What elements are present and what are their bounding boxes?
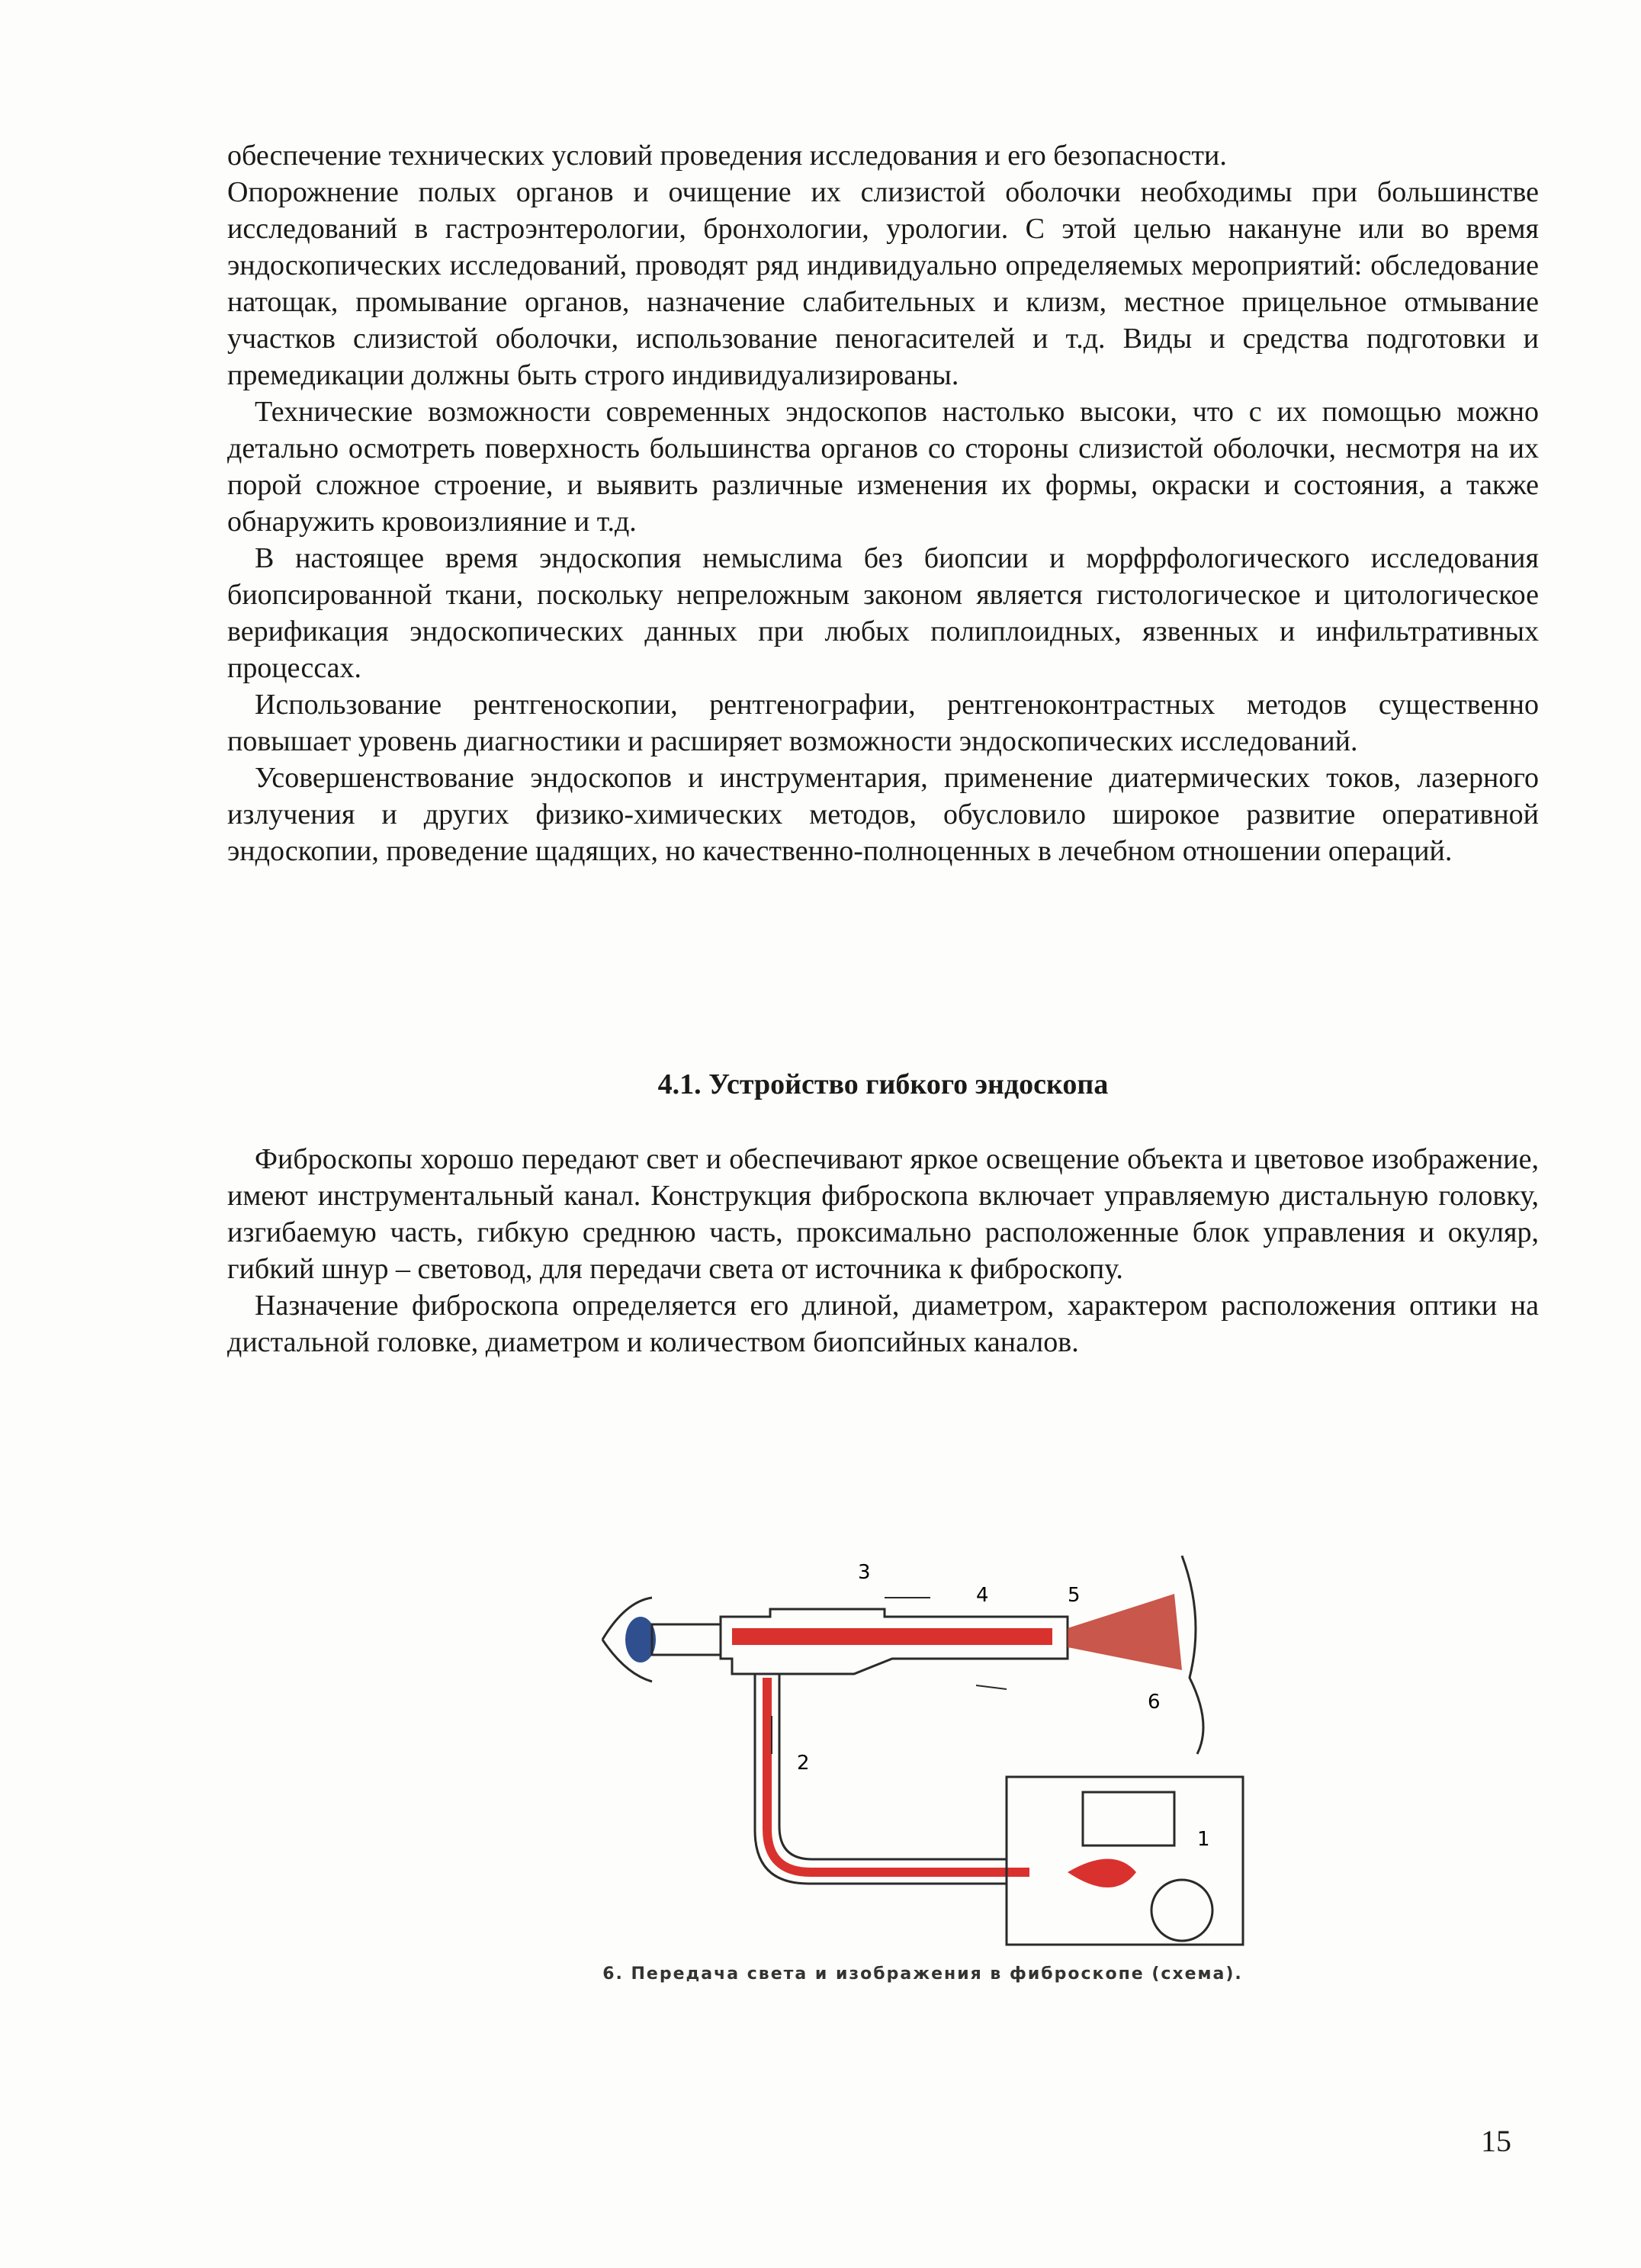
eye-icon (602, 1598, 656, 1682)
paragraph: обеспечение технических условий проведения исследования и его безопасности. (227, 140, 1227, 172)
paragraph: Усовершенствование эндоскопов и инструментария, применение диатермических токов, лазерного излучения и других физико-химических методов, обусловило широкое развитие оперативной эндоскопии, проведение щадящих, но качественно-полноценных в лечебном отношении операций. (227, 762, 1539, 867)
mirror (1151, 1880, 1212, 1941)
arrow-right-icon (976, 1685, 1007, 1689)
lamp (1068, 1859, 1136, 1888)
paragraph: Назначение фиброскопа определяется его длиной, диаметром, характером расположения оптики на дистальной головке, диаметром и количеством биопсийных каналов. (227, 1290, 1539, 1358)
label-3: 3 (858, 1561, 871, 1584)
figure-caption: 6. Передача света и изображения в фиброскопе (схема). (602, 1964, 1243, 1984)
image-fiber-bundle (732, 1628, 1052, 1645)
section-heading: 4.1. Устройство гибкого эндоскопа (657, 1068, 1109, 1100)
paragraph: Использование рентгеноскопии, рентгенографии, рентгеноконтрастных методов существенно повышает уровень диагностики и расширяет возможности эндоскопических исследований. (227, 689, 1539, 757)
section-body-text (227, 1141, 1539, 1360)
label-6: 6 (1148, 1691, 1161, 1714)
page-number: 15 (1481, 2124, 1511, 2158)
organ-wall (1182, 1556, 1203, 1754)
paragraph: В настоящее время эндоскопия немыслима без биопсии и морфрфологического исследования биопсированной ткани, поскольку непреложным законом является гистологическое и цитологическое верификация эндоскопических данных при любых полиплоидных, язвенных и инфильтративных процессах. (227, 542, 1539, 684)
label-1: 1 (1197, 1828, 1210, 1851)
body-text (227, 137, 1539, 869)
label-2: 2 (797, 1752, 810, 1775)
light-guide-inner (779, 1674, 1007, 1859)
paragraph: Технические возможности современных эндоскопов настолько высоки, что с их помощью можно детально осмотреть поверхность большинства органов со стороны слизистой оболочки, несмотря на их порой сложное строение, и выявить различные изменения их формы, окраски и состояния, а также обнаружить кровоизлияние и т.д. (227, 396, 1539, 538)
eyepiece (652, 1624, 721, 1655)
light-source-box (1007, 1777, 1243, 1945)
power-unit (1083, 1792, 1174, 1846)
label-4: 4 (976, 1584, 989, 1607)
fiberscope-diagram (580, 1525, 1266, 1998)
paragraph: Опорожнение полых органов и очищение их слизистой оболочки необходимы при большинстве исследований в гастроэнтерологии, бронхологии, урологии. С этой целью накануне или во время эндоскопических исследований, проводят ряд индивидуально определяемых мероприятий: обследование натощак, промывание органов, назначение слабительных и клизм, местное прицельное отмывание участков слизистой оболочки, использование пеногасителей и т.д. Виды и средства подготовки и премедикации должны быть строго индивидуализированы. (227, 176, 1539, 391)
label-5: 5 (1068, 1584, 1081, 1607)
fiberscope-schematic (580, 1525, 1266, 1952)
light-fiber-bundle (767, 1678, 1029, 1872)
light-guide-outer (755, 1674, 1007, 1884)
organ-light-cone (1068, 1594, 1182, 1670)
paragraph: Фиброскопы хорошо передают свет и обеспечивают яркое освещение объекта и цветовое изображение, имеют инструментальный канал. Конструкция фиброскопа включает управляемую дистальную головку, изгибаемую часть, гибкую среднюю часть, проксимально расположенные блок управления и окуляр, гибкий шнур – световод, для передачи света от источника к фиброскопу. (227, 1143, 1539, 1285)
